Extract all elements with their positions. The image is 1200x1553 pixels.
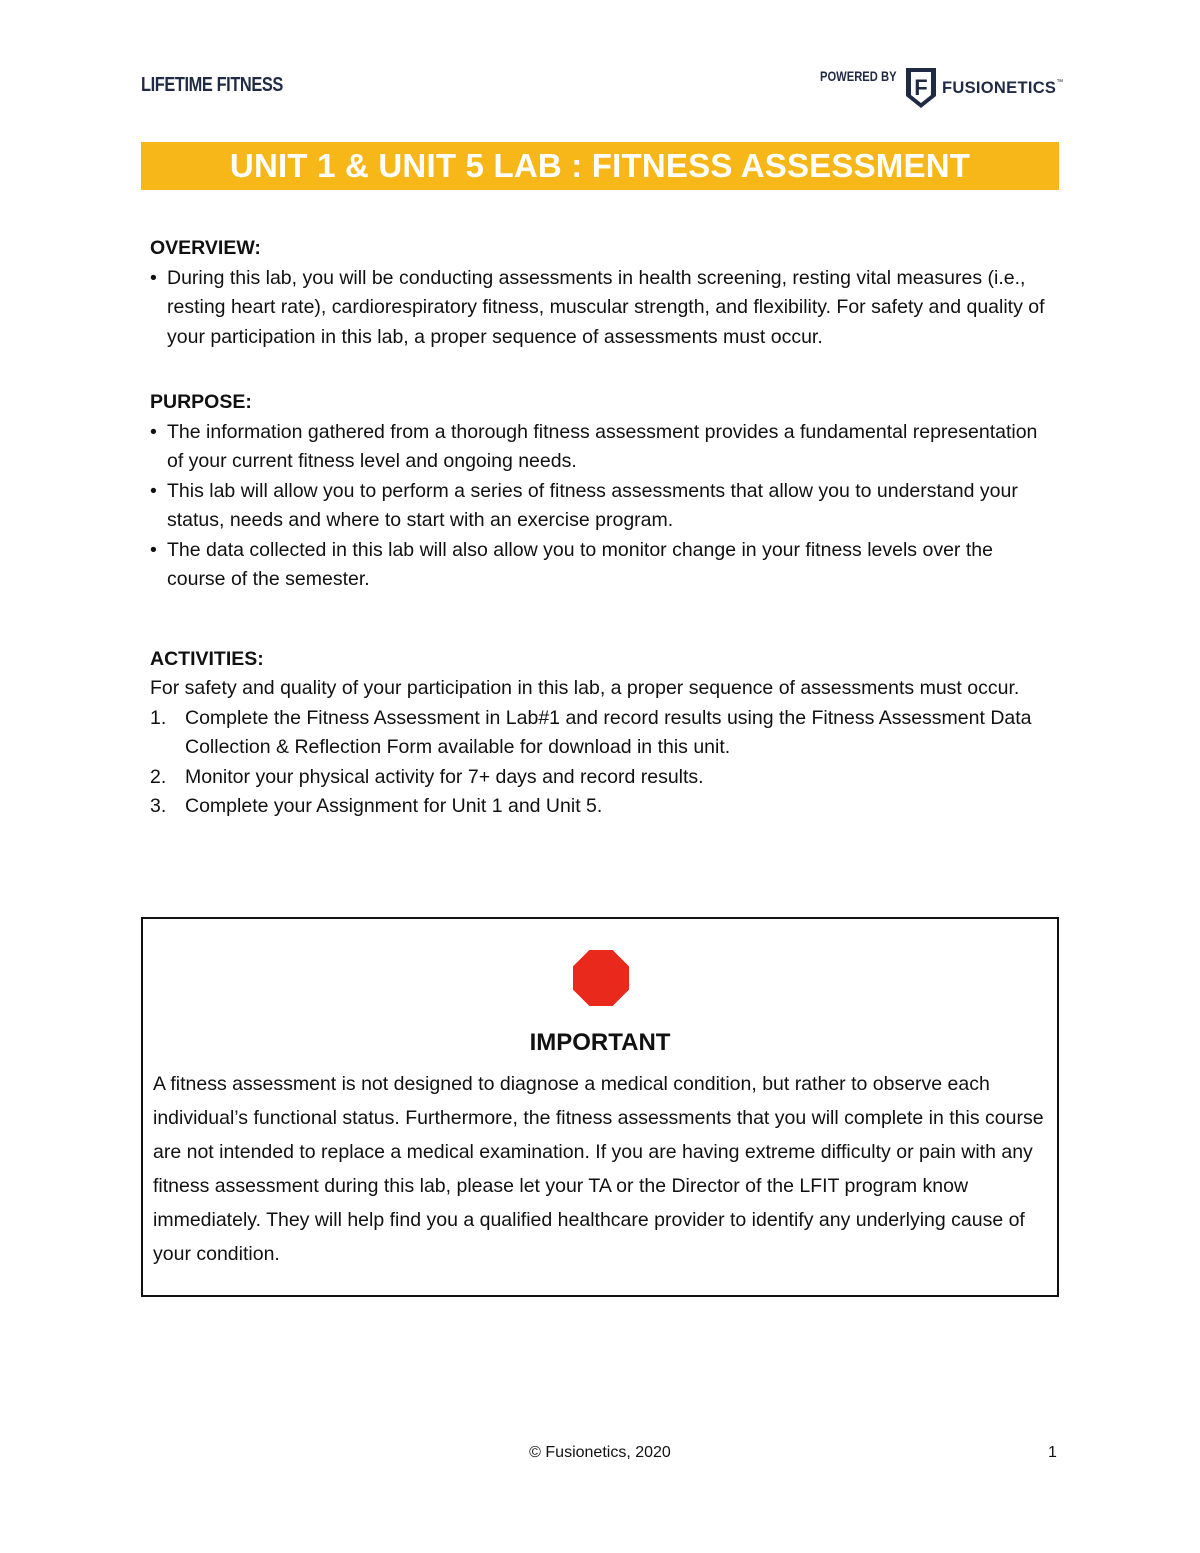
page-title: UNIT 1 & UNIT 5 LAB : FITNESS ASSESSMENT xyxy=(229,147,971,184)
page-title-banner xyxy=(141,142,1059,190)
logo-letter: F xyxy=(914,75,928,100)
document-body xyxy=(150,234,1050,822)
footer-copyright: © Fusionetics, 2020 xyxy=(529,1444,671,1461)
important-text: A fitness assessment is not designed to diagnose a medical condition, but rather to observe each individual’s functional status. Furthermore, the fitness assessments that you will complete in this course are not intended to replace a medical examination. If you are having extreme difficulty or pain with any fitness assessment during this lab, please let your TA or the Director of the LFIT program know immediately. They will help find you a qualified healthcare provider to identify any underlying cause of your condition. xyxy=(153,1073,1044,1265)
activity-number: 2. xyxy=(150,765,167,788)
activity-item xyxy=(150,763,1050,793)
purpose-bullet: • This lab will allow you to perform a series of fitness assessments that allow you to understand your status, needs and where to start with an exercise program. xyxy=(150,477,1050,536)
important-heading: IMPORTANT xyxy=(529,1029,671,1056)
brand-name: FUSIONETICS xyxy=(942,79,1057,97)
purpose-bullet: • The data collected in this lab will also allow you to monitor change in your fitness levels over the course of the semester. xyxy=(150,536,1050,595)
activities-heading: ACTIVITIES: xyxy=(150,647,264,670)
activity-number: 1. xyxy=(150,706,167,729)
activity-item xyxy=(150,792,1050,822)
activity-number: 3. xyxy=(150,795,167,817)
stop-sign-icon xyxy=(573,950,629,1006)
purpose-heading: PURPOSE: xyxy=(150,391,252,413)
lifetime-fitness-brand: LIFETIME FITNESS xyxy=(141,74,283,96)
overview-heading: OVERVIEW: xyxy=(150,237,261,259)
overview-bullet: • During this lab, you will be conducting assessments in health screening, resting vital measures (i.e., resting heart rate), cardiorespiratory fitness, muscular strength, and flexibility. For safety and quality of your participation in this lab, a proper sequence of assessments must occur. xyxy=(150,264,1050,353)
fusionetics-wordmark xyxy=(942,79,1064,98)
activity-item xyxy=(150,704,1050,763)
fusionetics-logo xyxy=(820,66,1070,110)
fusionetics-shield-icon xyxy=(904,66,938,110)
powered-by-label: POWERED BY xyxy=(820,68,897,84)
trademark-mark: ™ xyxy=(1056,79,1064,86)
activities-intro: For safety and quality of your participation in this lab, a proper sequence of assessments must occur. xyxy=(150,677,1020,699)
activity-text: Complete your Assignment for Unit 1 and Unit 5. xyxy=(185,795,603,817)
purpose-bullet: • The information gathered from a thorough fitness assessment provides a fundamental representation of your current fitness level and ongoing needs. xyxy=(150,418,1050,477)
important-notice-box xyxy=(141,917,1059,1297)
page-number: 1 xyxy=(1048,1444,1057,1461)
activity-text: Monitor your physical activity for 7+ days and record results. xyxy=(185,765,704,788)
activity-text: Complete the Fitness Assessment in Lab#1 and record results using the Fitness Assessment Data Collection & Reflection Form available for download in this unit. xyxy=(185,706,1032,758)
